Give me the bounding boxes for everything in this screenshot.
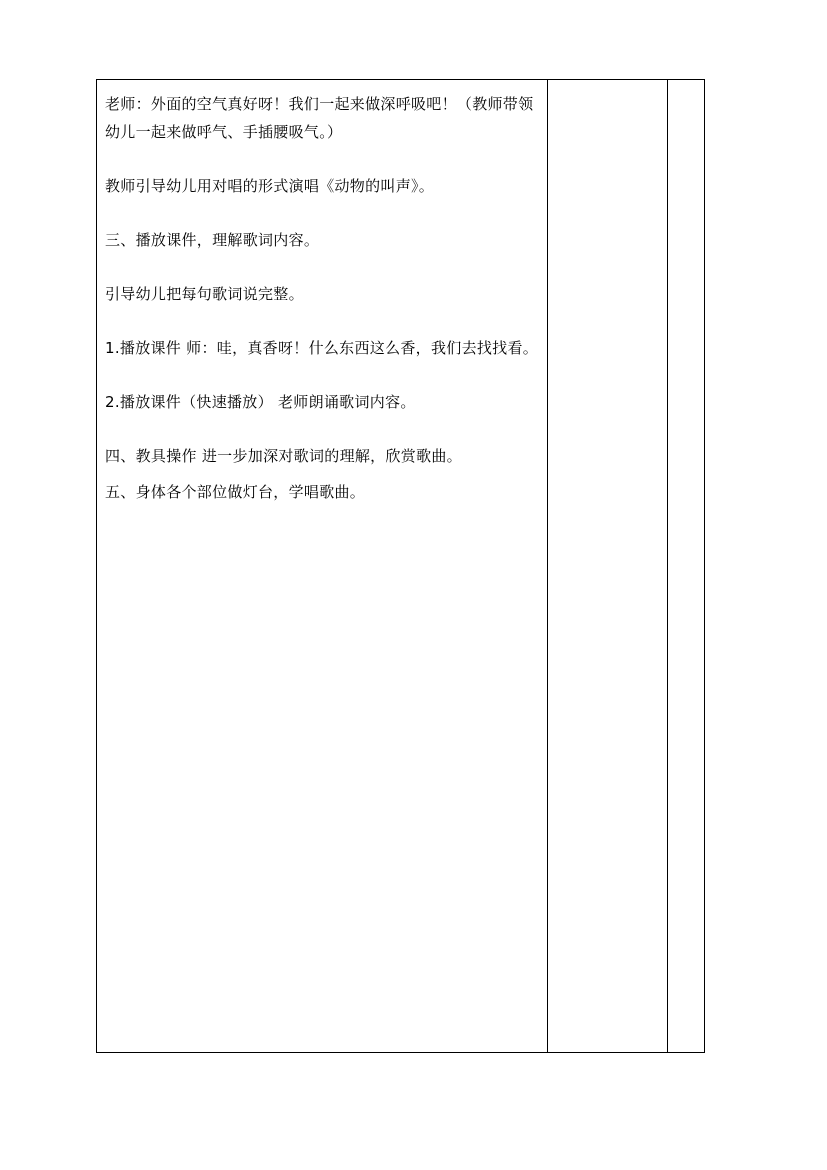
lesson-paragraph: 1.播放课件 师：哇，真香呀！什么东西这么香，我们去找找看。 bbox=[105, 339, 539, 357]
lesson-paragraph: 老师：外面的空气真好呀！我们一起来做深呼吸吧！（教师带领幼儿一起来做呼气、手插腰吸气。） bbox=[105, 95, 534, 141]
lesson-paragraph: 引导幼儿把每句歌词说完整。 bbox=[105, 285, 304, 303]
column-divider bbox=[547, 80, 548, 1052]
lesson-content-cell bbox=[105, 90, 543, 506]
lesson-table bbox=[96, 79, 705, 1053]
lesson-paragraph: 四、教具操作 进一步加深对歌词的理解，欣赏歌曲。 bbox=[105, 447, 462, 465]
column-divider bbox=[667, 80, 668, 1052]
lesson-paragraph: 三、播放课件，理解歌词内容。 bbox=[105, 231, 320, 249]
lesson-paragraph: 教师引导幼儿用对唱的形式演唱《动物的叫声》。 bbox=[105, 177, 435, 195]
lesson-paragraph: 2.播放课件（快速播放） 老师朗诵歌词内容。 bbox=[105, 393, 416, 411]
lesson-paragraph: 五、身体各个部位做灯台，学唱歌曲。 bbox=[105, 483, 366, 501]
